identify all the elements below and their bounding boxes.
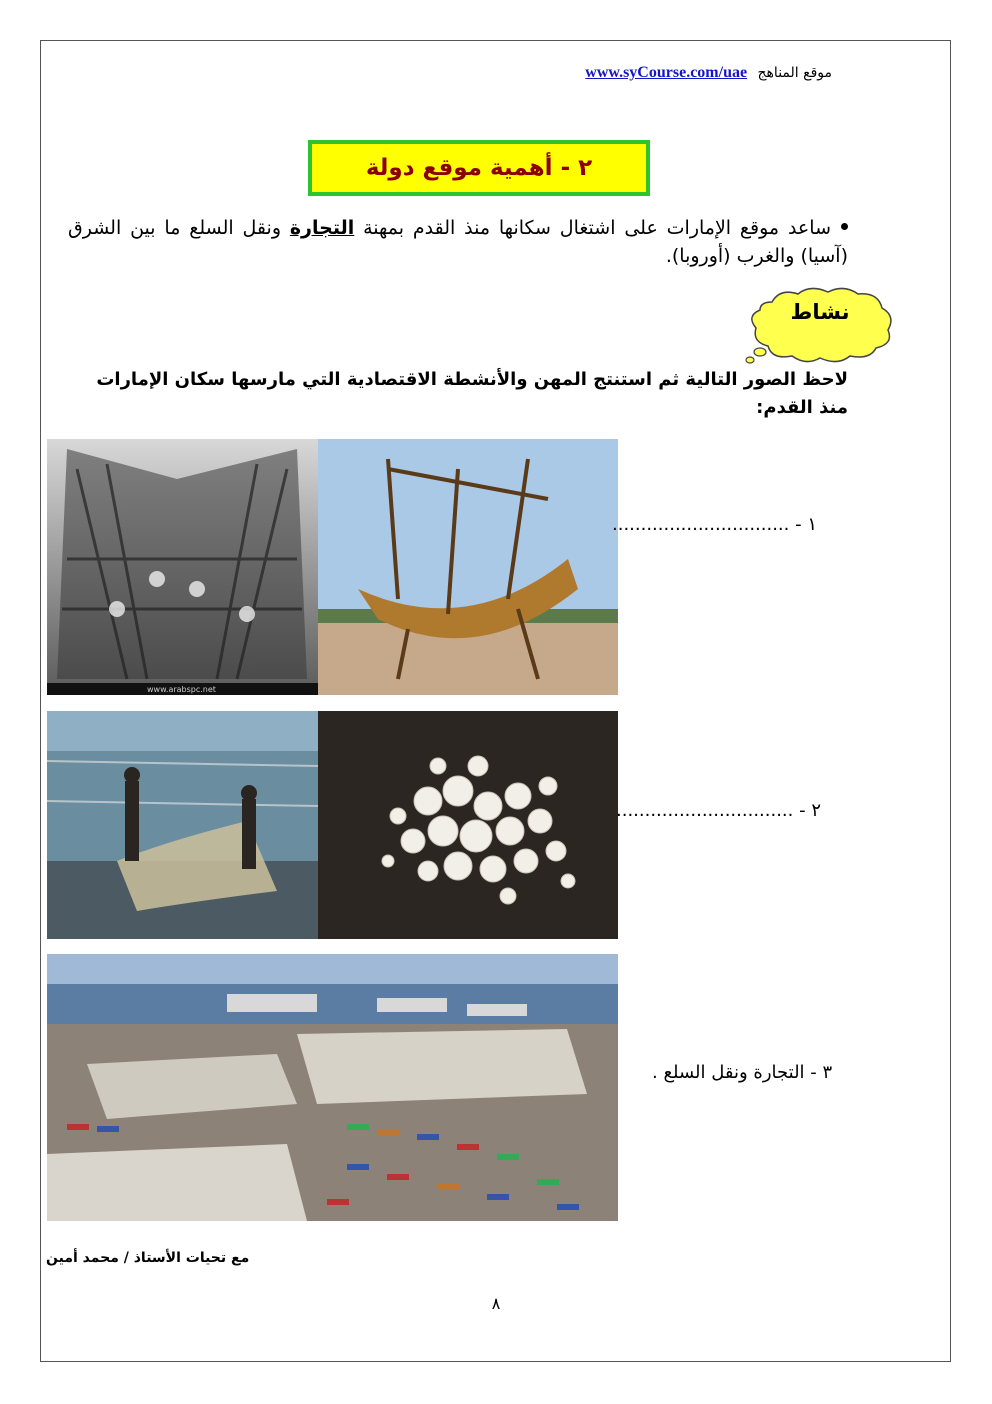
header-label: موقع المناهج — [757, 65, 832, 81]
answer-1 — [612, 514, 817, 535]
answer-2-blank[interactable]: ............................... — [616, 800, 794, 821]
bullet-text-before: ساعد موقع الإمارات على اشتغال سكانها منذ القدم بمهنة — [354, 217, 831, 239]
dhow-builders-photo — [47, 439, 318, 695]
answer-3 — [652, 1062, 832, 1083]
activity-label: نشاط — [790, 300, 850, 324]
port-containers-photo — [47, 954, 618, 1221]
pearls-photo — [318, 711, 618, 939]
bullet-text-after: ونقل السلع ما بين الشرق (آسيا) والغرب (أوروبا). — [68, 217, 848, 267]
site-link[interactable]: www.syCourse.com/uae — [585, 64, 748, 81]
bullet-paragraph — [68, 214, 848, 270]
answer-3-number: ٣ - — [810, 1062, 833, 1083]
instruction-text: لاحظ الصور التالية ثم استنتج المهن والأنشطة الاقتصادية التي مارسها سكان الإمارات منذ القدم: — [96, 369, 848, 418]
cloud-callout-icon — [742, 284, 896, 368]
answer-2-number: ٢ - — [799, 800, 821, 821]
section-title: ٢ - أهمية موقع دولة — [365, 155, 593, 181]
page-header — [585, 64, 832, 82]
signature: مع تحيات الأستاذ / محمد أمين — [46, 1250, 250, 1266]
answer-1-number: ١ - — [795, 514, 817, 535]
fishermen-net-photo — [47, 711, 318, 939]
wooden-dhow-photo — [318, 439, 618, 695]
bullet-icon — [841, 223, 848, 230]
section-title-box — [308, 140, 650, 196]
answer-3-text: التجارة ونقل السلع . — [652, 1062, 805, 1083]
page-number: ٨ — [491, 1294, 501, 1313]
photo-credit: www.arabspc.net — [147, 685, 216, 694]
bullet-bold-word: التجارة — [289, 217, 355, 239]
answer-1-blank[interactable]: ............................... — [612, 514, 790, 535]
answer-2 — [616, 800, 821, 821]
